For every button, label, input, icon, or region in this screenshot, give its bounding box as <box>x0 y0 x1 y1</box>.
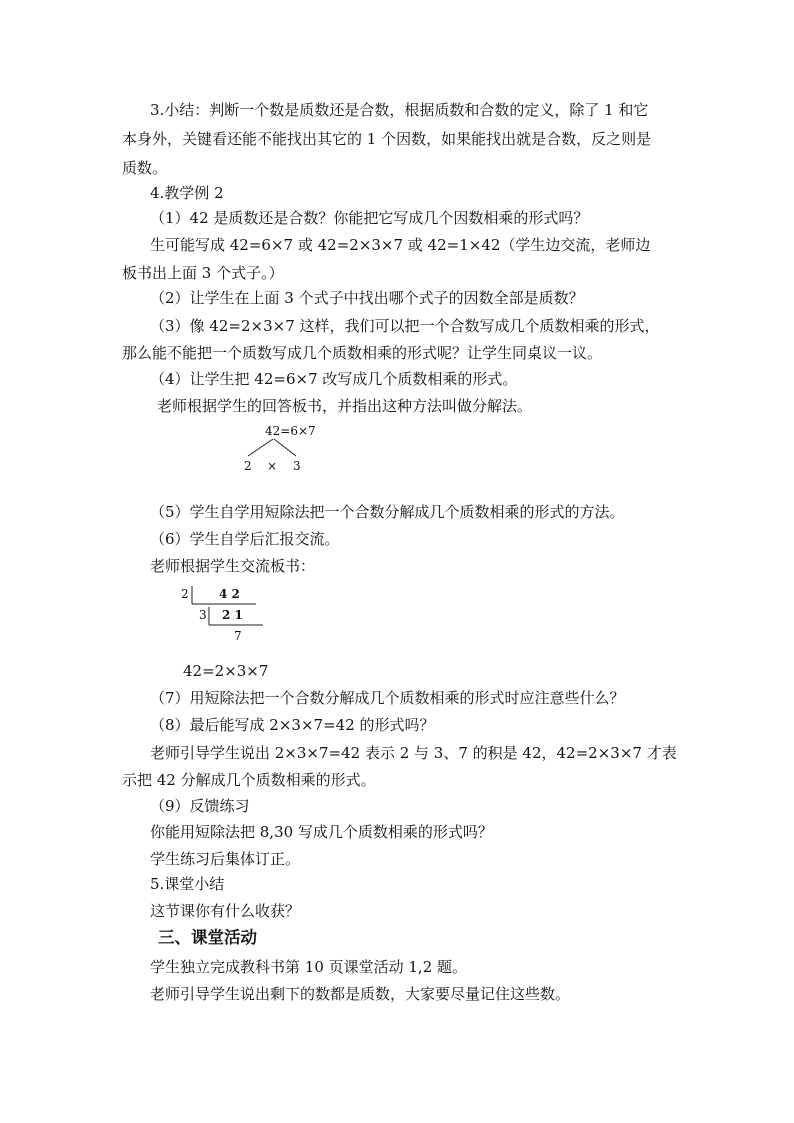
text-line: 老师根据学生交流板书： <box>150 557 316 575</box>
text-line: 老师根据学生的回答板书，并指出这种方法叫做分解法。 <box>157 397 533 415</box>
section-heading: 三、课堂活动 <box>158 928 257 947</box>
text-line: 质数。 <box>122 159 168 177</box>
text-line: （3）像 42=2×3×7 这样，我们可以把一个合数写成几个质数相乘的形式， <box>150 317 660 335</box>
text-line: （2）让学生在上面 3 个式子中找出哪个式子的因数全部是质数？ <box>150 289 584 307</box>
text-line: （9）反馈练习 <box>150 797 250 815</box>
division-dividend-2: 2 1 <box>222 608 243 622</box>
text-line: 5.课堂小结 <box>150 875 225 893</box>
text-line: （8）最后能写成 2×3×7=42 的形式吗？ <box>150 716 435 734</box>
text-line: （1）42 是质数还是合数？你能把它写成几个因数相乘的形式吗？ <box>150 209 589 227</box>
text-line: 生可能写成 42=6×7 或 42=2×3×7 或 42=1×42（学生边交流，老师边 <box>150 236 651 254</box>
factor-tree-operator: × <box>267 459 278 473</box>
factor-tree-left: 2 <box>244 459 252 473</box>
text-line: 那么能不能把一个质数写成几个质数相乘的形式呢？让学生同桌议一议。 <box>122 344 603 362</box>
text-line: 示把 42 分解成几个质数相乘的形式。 <box>122 771 376 789</box>
factor-tree-root: 42=6×7 <box>265 424 316 438</box>
text-line: 板书出上面 3 个式子。） <box>122 264 284 282</box>
text-line: 老师引导学生说出 2×3×7=42 表示 2 与 3、7 的积是 42，42=2×3×7 才表 <box>150 744 677 762</box>
text-line: 4.教学例 2 <box>150 184 224 202</box>
text-line: 学生独立完成教科书第 10 页课堂活动 1,2 题。 <box>150 958 468 976</box>
division-divisor-2: 3 <box>199 608 207 622</box>
division-dividend-1: 4 2 <box>219 587 240 601</box>
text-line: 这节课你有什么收获？ <box>150 902 301 920</box>
text-line: （4）让学生把 42=6×7 改写成几个质数相乘的形式。 <box>150 370 518 388</box>
text-line: 老师引导学生说出剩下的数都是质数，大家要尽量记住这些数。 <box>150 985 571 1003</box>
text-line: （6）学生自学后汇报交流。 <box>150 530 340 548</box>
text-line: 学生练习后集体订正。 <box>150 850 301 868</box>
text-line: （5）学生自学用短除法把一个合数分解成几个质数相乘的形式的方法。 <box>150 503 625 521</box>
text-line: （7）用短除法把一个合数分解成几个质数相乘的形式时应注意些什么？ <box>150 689 625 707</box>
division-divisor-1: 2 <box>181 587 189 601</box>
text-line: 你能用短除法把 8,30 写成几个质数相乘的形式吗？ <box>150 823 493 841</box>
division-quotient: 7 <box>234 629 242 643</box>
text-line: 本身外，关键看还能不能找出其它的 1 个因数，如果能找出就是合数，反之则是 <box>122 130 652 148</box>
factor-tree-right: 3 <box>293 459 301 473</box>
text-line: 3.小结：判断一个数是质数还是合数，根据质数和合数的定义，除了 1 和它 <box>150 101 649 119</box>
text-line: 42=2×3×7 <box>183 662 269 680</box>
